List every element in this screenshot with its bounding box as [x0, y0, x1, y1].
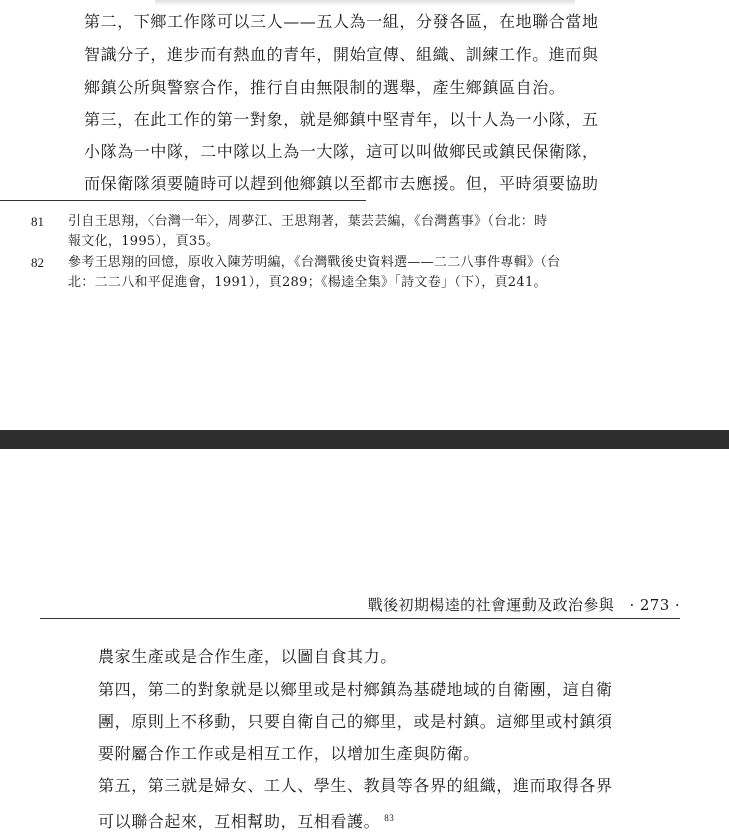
footnote-text-line: 引自王思翔，〈台灣一年〉，周夢江、王思翔著，葉芸芸編，《台灣舊事》（台北：時 — [68, 214, 548, 229]
footnote-reference: 83 — [384, 813, 395, 823]
footnote-text-line: 參考王思翔的回憶，原收入陳芳明編，《台灣戰後史資料選——二二八事件專輯》（台 — [68, 255, 561, 270]
body-text-line: 團，原則上不移動，只要自衛自己的鄉里，或是村鎮。這鄉里或村鎮須 — [98, 712, 613, 731]
footnote-number: 81 — [31, 214, 44, 229]
bottom-page — [0, 449, 729, 834]
body-text-line — [98, 808, 394, 832]
page-divider — [0, 430, 729, 449]
body-text-line: 第五，第三就是婦女、工人、學生、教員等各界的組織，進而取得各界 — [98, 776, 613, 795]
body-text-line: 第四，第二的對象就是以鄉里或是村鄉鎮為基礎地域的自衛團，這自衛 — [98, 680, 613, 699]
footnote-text-line: 北：二二八和平促進會，1991），頁289；《楊逵全集》「詩文卷」（下），頁241。 — [68, 275, 547, 290]
body-text-line: 第二，下鄉工作隊可以三人——五人為一組，分發各區，在地聯合當地 — [84, 12, 599, 31]
footnote-text-line: 報文化，1995），頁35。 — [68, 234, 220, 249]
body-text-line: 農家生產或是合作生產，以圖自食其力。 — [98, 647, 397, 666]
body-text-line: 智識分子，進步而有熱血的青年，開始宣傳、組織、訓練工作。進而與 — [84, 45, 599, 64]
body-text-line: 鄉鎮公所與警察合作，推行自由無限制的選舉，產生鄉鎮區自治。 — [84, 78, 566, 97]
body-text-line: 小隊為一中隊，二中隊以上為一大隊，這可以叫做鄉民或鎮民保衛隊， — [84, 142, 599, 161]
running-header: 戰後初期楊逵的社會運動及政治參與 · 273 · — [367, 596, 680, 614]
body-text-line: 要附屬合作工作或是相互工作，以增加生產與防衛。 — [98, 744, 480, 763]
header-rule — [40, 618, 680, 619]
footnote-number: 82 — [31, 255, 44, 270]
scan-edge-shadow — [155, 0, 575, 6]
body-text-segment: 可以聯合起來，互相幫助，互相看護。 — [98, 812, 381, 831]
body-text-line: 而保衛隊須要隨時可以趕到他鄉鎮以至都市去應援。但，平時須要協助 — [84, 174, 599, 193]
body-text-line: 第三，在此工作的第一對象，就是鄉鎮中堅青年，以十人為一小隊，五 — [84, 110, 599, 129]
footnote-separator — [0, 200, 366, 201]
